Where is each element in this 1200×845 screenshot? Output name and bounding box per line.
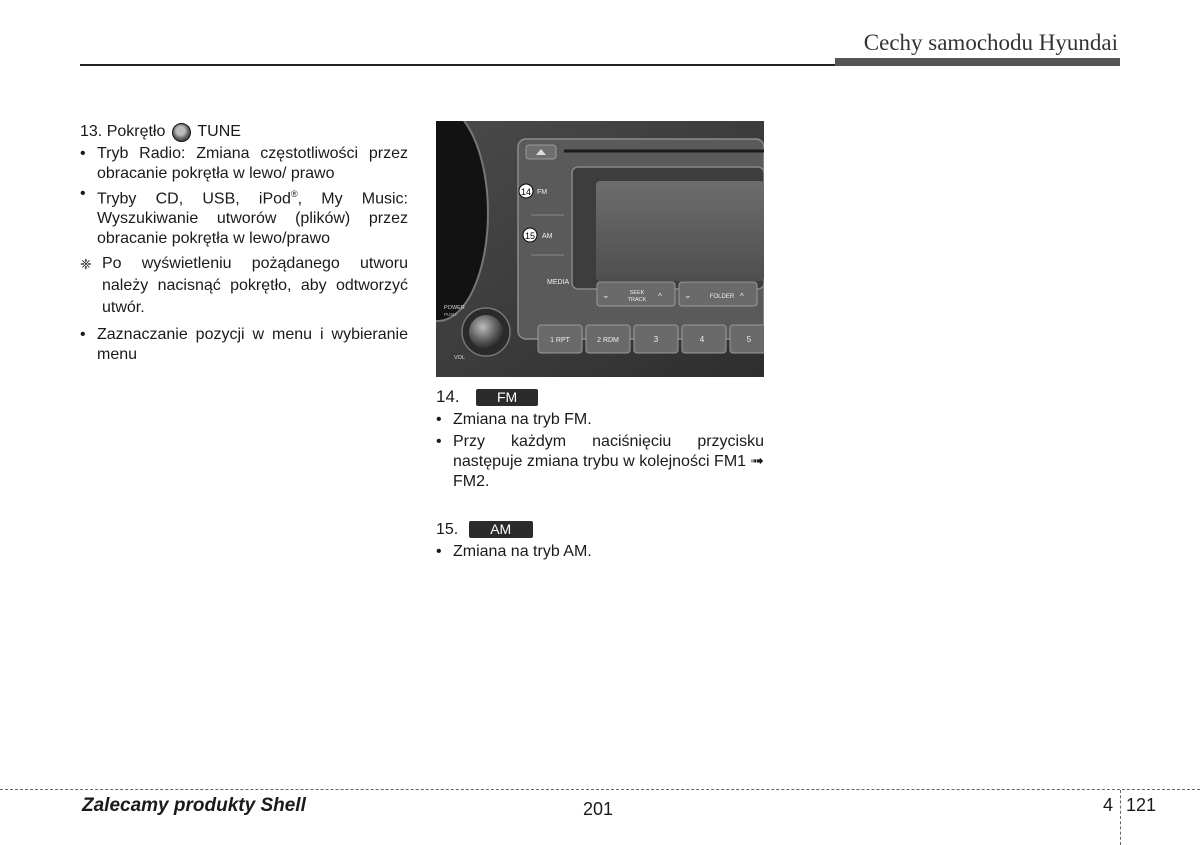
bullet-icon: • [436,543,442,560]
power-label: POWER [444,305,465,311]
seek-up-icon[interactable]: ^ [658,292,662,301]
preset-button-3[interactable]: 3 [653,335,659,344]
bullet-text: Zaznaczanie pozycji w menu i wybieranie menu [97,326,408,364]
item-15-number: 15. [436,521,459,538]
seek-label-line1: SEEK [629,290,645,296]
footer-middle-number: 201 [583,799,614,819]
header-bar [835,58,1120,66]
list-item [80,144,408,184]
media-button[interactable]: MEDIA [547,279,570,286]
list-item [80,184,408,249]
footer-page-number: 121 [1126,795,1157,815]
registered-mark: ® [290,189,298,199]
fm-button[interactable]: FM [537,189,548,196]
fm-badge: FM [476,389,538,406]
preset-button-4[interactable]: 4 [699,335,705,344]
radio-panel-photo [436,121,764,377]
bullet-icon: • [80,326,86,344]
push-label: PUSH [444,312,457,317]
item-13-name: TUNE [197,123,241,140]
header-rule [80,64,835,66]
bullet-icon: • [80,185,86,202]
preset-button-5[interactable]: 5 [746,335,752,344]
item-13-label: 13. Pokrętło [80,123,166,140]
list-item [436,410,764,430]
footer-slogan: Zalecamy produkty Shell [82,795,306,816]
tune-knob-icon [172,123,191,142]
bullet-text: Tryby CD, USB, iPod [97,190,291,208]
seek-down-icon[interactable]: ⌄ [602,290,610,300]
vol-label: VOL [454,355,466,361]
bullet-text-rest: , My Music: Wyszukiwanie utworów (plików) przez obracanie pokrętła w lewo/prawo [97,190,409,248]
note [80,253,408,319]
footer-rule [0,789,1200,790]
item-13-heading [80,122,408,142]
preset-button-1[interactable]: 1 RPT [550,337,570,344]
item-14-section [436,387,764,492]
asterisk-note-icon: ❈ [80,256,92,273]
bullet-text: Zmiana na tryb FM. [453,411,592,428]
power-volume-knob[interactable] [469,315,503,349]
preset-button-2[interactable]: 2 RDM [597,337,619,344]
folder-label: FOLDER [709,294,735,300]
bullet-icon: • [80,145,86,162]
bullet-text: Tryb Radio: Zmiana częstotliwości przez obracanie pokrętła w lewo/ prawo [97,145,408,182]
page-header-title: Cechy samochodu Hyundai [863,30,1118,55]
bullet-text: Zmiana na tryb AM. [453,543,592,560]
bullet-text: Przy każdym naciśnięciu przycisku następuje zmiana trybu w kolejności FM1 ➟ FM2. [453,433,764,490]
item-14-number: 14. [436,387,460,406]
list-item [436,432,764,492]
callout-15: 15 [524,231,536,241]
left-column [80,122,408,365]
footer-divider [1120,790,1121,845]
folder-down-icon[interactable]: ⌄ [684,290,692,300]
footer-section-number: 4 [1103,795,1114,815]
callout-14: 14 [520,187,532,197]
note-text: Po wyświetleniu pożądanego utworu należy nacisnąć pokrętło, aby odtworzyć utwór. [102,255,408,317]
am-badge: AM [469,521,533,538]
bullet-icon: • [436,433,442,450]
seek-label-line2: TRACK [627,297,647,303]
item-15-section [436,520,764,562]
list-item [436,542,764,562]
am-button[interactable]: AM [542,233,553,240]
list-item [80,325,408,365]
folder-up-icon[interactable]: ^ [740,292,744,301]
bullet-icon: • [436,411,442,428]
